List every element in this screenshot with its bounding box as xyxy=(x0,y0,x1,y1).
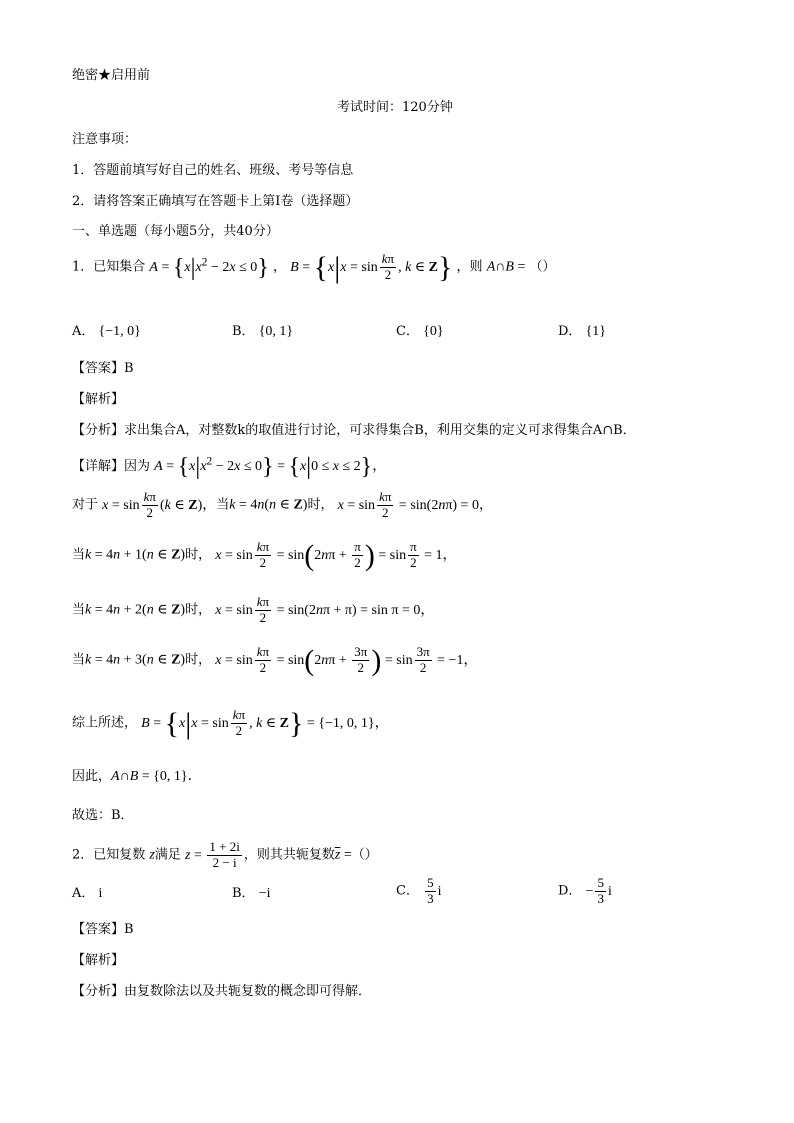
notes-title: 注意事项： xyxy=(72,132,138,147)
exam-time: 考试时间：120分钟 xyxy=(337,100,453,115)
section-title: 一、单选题（每小题5分，共40分） xyxy=(72,224,279,239)
q1-option-d[interactable]: D． {1} xyxy=(558,324,607,339)
q1-answer: 【答案】B xyxy=(72,361,134,376)
secret-label: 绝密★启用前 xyxy=(72,68,151,83)
q1-detail-4: 当k = 4n + 2(n ∈ Z)时， x = sin $\frac{k\pi}{2}$ = sin(2nπ + π) = sin π = 0， xyxy=(72,594,435,625)
q1-conclusion: 因此，A∩B = {0, 1}． xyxy=(72,769,202,784)
q2-option-a[interactable]: A． i xyxy=(72,886,103,901)
q1-analysis-tag: 【解析】 xyxy=(72,392,125,407)
q1-fenxi: 【分析】求出集合A，对整数k的取值进行讨论，可求得集合B，利用交集的定义可求得集合A∩B． xyxy=(72,423,636,438)
q1-detail-3: 当k = 4n + 1(n ∈ Z)时， x = sin $\frac{k\pi}{2}$ = sin(2nπ + $\frac{\pi}{2}$ ) = sin $\frac{\pi}{2}$ = 1， xyxy=(72,538,457,572)
intersection-expr: A∩B = xyxy=(486,259,526,275)
set-a-def: $A = \{x|x^2 - 2x \le 0\}$ xyxy=(149,254,269,281)
q1-summary: 综上所述， B = {x|x = sin $\frac{k\pi}{2}$ , k ∈ Z} = {−1, 0, 1}， xyxy=(72,706,389,740)
q1-option-a[interactable]: A． {−1, 0} xyxy=(72,324,141,339)
note-1: 1．答题前填写好自己的姓名、班级、考号等信息 xyxy=(72,163,354,178)
q1-detail-5: 当k = 4n + 3(n ∈ Z)时， x = sin $\frac{k\pi}{2}$ = sin(2nπ + $\frac{3\pi}{2}$ ) = sin $\frac{3\pi}{2}$ = −1， xyxy=(72,643,478,677)
set-b-def: B = {x|x = sin $\frac{k\pi}{2}$ , k ∈ Z} xyxy=(290,250,453,284)
note-2: 2．请将答案正确填写在答题卡上第Ⅰ卷（选择题） xyxy=(72,194,359,209)
q1-detail-2: 对于 x = sin $\frac{k\pi}{2}$ (k ∈ Z)，当k = 4n(n ∈ Z)时， x = sin $\frac{k\pi}{2}$ = sin(2nπ) = 0， xyxy=(72,489,493,520)
question-1: 1．已知集合 $A = \{x|x^2 - 2x \le 0\}$ ， B = {x|x = sin $\frac{k\pi}{2}$ , k ∈ Z} ，则 A∩B = （） xyxy=(72,250,556,284)
q2-option-b[interactable]: B． −i xyxy=(232,886,271,901)
q1-option-b[interactable]: B． {0, 1} xyxy=(232,324,294,339)
q2-stem: 2．已知复数 xyxy=(72,847,146,863)
q1-stem: 1．已知集合 xyxy=(72,259,146,275)
q2-fenxi: 【分析】由复数除法以及共轭复数的概念即可得解． xyxy=(72,984,372,999)
q1-detail-1: 【详解】因为 $A = \{x|x^2 - 2x \le 0\} = \{x|0 \le x \le 2\}$， xyxy=(72,454,387,480)
question-2: 2．已知复数 z满足 z = $\frac{1 + 2i}{2 - i}$ ，则其共轭复数$\overline{z}$ =（） xyxy=(72,839,378,870)
q1-option-c[interactable]: C． {0} xyxy=(396,324,444,339)
q2-answer: 【答案】B xyxy=(72,922,134,937)
q2-option-c[interactable]: C． $\frac{5}{3}$ i xyxy=(396,875,442,906)
q2-option-d[interactable]: D． − $\frac{5}{3}$ i xyxy=(558,875,612,906)
q2-analysis-tag: 【解析】 xyxy=(72,953,125,968)
q1-choice: 故选：B． xyxy=(72,808,134,823)
